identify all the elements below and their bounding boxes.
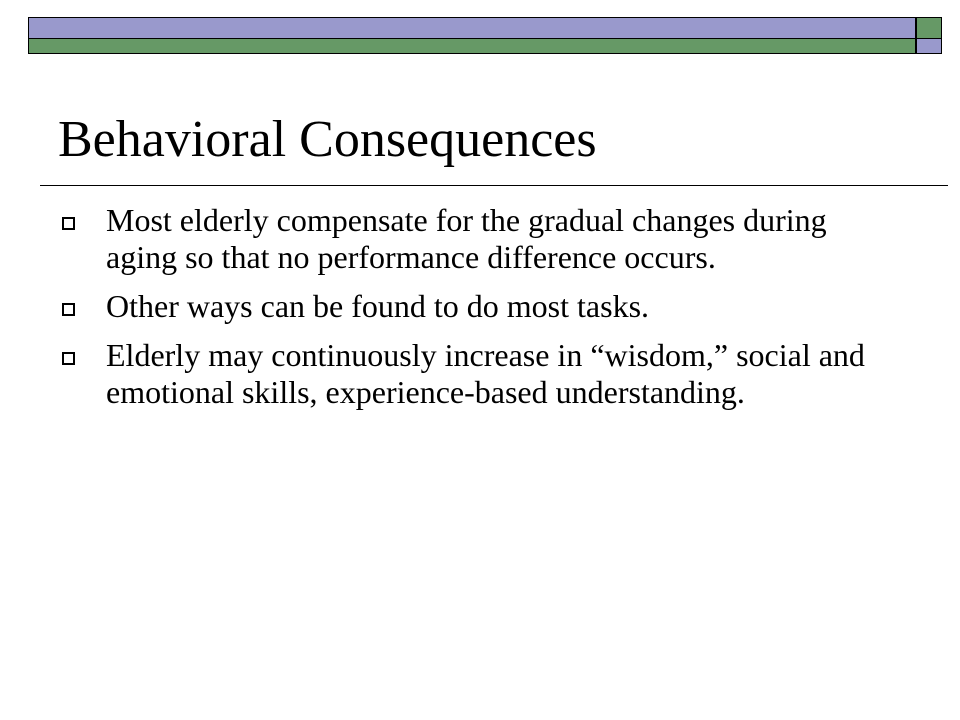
header-corner-purple (916, 38, 942, 54)
header-bar-purple (28, 17, 916, 39)
bullet-item (62, 202, 882, 276)
hollow-square-bullet-icon (62, 217, 75, 230)
hollow-square-bullet-icon (62, 352, 75, 365)
bullet-item (62, 337, 882, 411)
bullet-text: Other ways can be found to do most tasks. (106, 288, 650, 324)
header-corner-green (916, 17, 942, 39)
slide-title: Behavioral Consequences (58, 111, 597, 168)
header-bar-green (28, 38, 916, 54)
hollow-square-bullet-icon (62, 303, 75, 316)
title-divider (40, 185, 948, 186)
bullet-text: Most elderly compensate for the gradual changes during aging so that no performance difference occurs. (106, 202, 827, 275)
bullet-text: Elderly may continuously increase in “wisdom,” social and emotional skills, experience-based understanding. (106, 337, 865, 410)
bullet-item (62, 288, 882, 325)
bullet-list (62, 202, 882, 423)
